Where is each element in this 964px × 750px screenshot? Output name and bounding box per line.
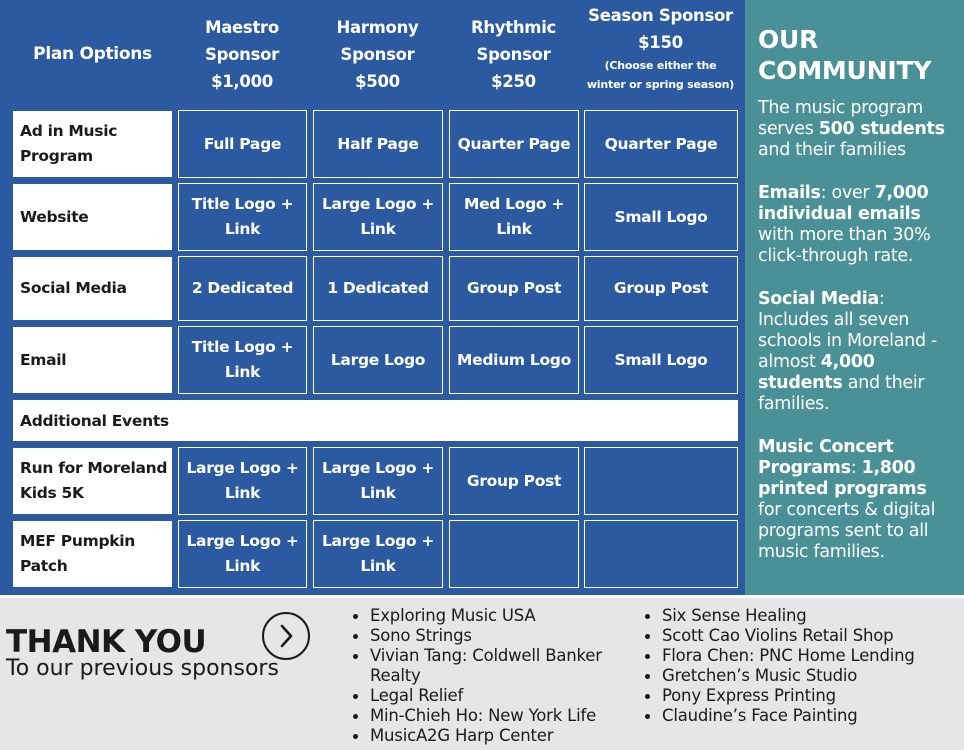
season-note-line1: (Choose either the [604, 59, 717, 72]
list-item: MusicA2G Harp Center [348, 726, 638, 746]
cell-email-season [584, 326, 738, 394]
list-item: Scott Cao Violins Retail Shop [640, 626, 960, 646]
text-bold: Emails [758, 183, 821, 203]
plan-options-header [13, 0, 172, 108]
list-item: Sono Strings [348, 626, 638, 646]
list-item: Claudine’s Face Painting [640, 706, 960, 726]
maestro-name: Maestro [205, 17, 279, 37]
community-emails-text [758, 183, 954, 267]
cell-social-season [584, 256, 738, 321]
row-label-run [13, 448, 172, 514]
cell-ad-season [584, 110, 738, 178]
cell-text: Small Logo [614, 350, 708, 369]
list-item: Vivian Tang: Coldwell Banker Realty [348, 646, 638, 686]
community-students-text [758, 98, 954, 161]
cell-text: 2 Dedicated [191, 279, 294, 297]
cell-text: Link [360, 484, 396, 502]
cell-text: Small Logo [614, 207, 708, 226]
rhythmic-header [449, 0, 578, 108]
harmony-name: Harmony [336, 17, 419, 37]
community-concert-text [758, 437, 954, 563]
cell-text: Link [360, 220, 396, 238]
season-header [584, 0, 737, 102]
cell-text: Link [360, 557, 396, 575]
text-run: and their families. [758, 373, 925, 414]
cell-text: Link [224, 363, 261, 381]
cell-text: Title Logo + [191, 195, 294, 213]
row-label-email [13, 327, 172, 393]
text-bold: Music Concert Programs [758, 437, 894, 478]
community-panel [745, 0, 964, 595]
cell-website-maestro [178, 183, 307, 251]
cell-pumpkin-harmony [313, 520, 443, 588]
row-label-text: Website [20, 207, 89, 226]
row-label-ad-line2: Program [20, 147, 93, 165]
additional-events-label: Additional Events [20, 411, 169, 430]
list-item: Six Sense Healing [640, 606, 960, 626]
cell-text: Title Logo + [191, 338, 294, 356]
cell-text: Group Post [466, 471, 562, 490]
cell-run-season-empty [584, 447, 738, 515]
additional-events-band [13, 400, 738, 441]
community-social-text [758, 289, 954, 415]
text-run: with more than 30% click-through rate. [758, 225, 931, 266]
cell-website-rhythmic [449, 183, 579, 251]
cell-social-rhythmic [449, 256, 579, 321]
thank-you-subtitle: To our previous sponsors [6, 656, 279, 681]
text-bold: 500 students [818, 119, 945, 139]
cell-text: Medium Logo [457, 350, 571, 369]
row-label-pumpkin [13, 521, 172, 587]
text-run: The music program serves [758, 98, 924, 139]
row-label-pumpkin-line1: MEF Pumpkin [20, 532, 135, 550]
cell-text: Large Logo + [321, 459, 435, 477]
cell-run-rhythmic [449, 447, 579, 515]
season-price: $150 [638, 33, 683, 52]
row-label-run-line1: Run for Moreland [20, 459, 168, 477]
cell-ad-maestro [178, 110, 307, 178]
row-label-website [13, 184, 172, 250]
harmony-header [313, 0, 442, 108]
cell-text: Link [224, 557, 261, 575]
cell-email-rhythmic [449, 326, 579, 394]
row-label-text: Social Media [20, 279, 127, 297]
cell-text: Large Logo [330, 350, 426, 369]
text-bold: 4,000 students [758, 352, 875, 393]
list-item: Exploring Music USA [348, 606, 638, 626]
list-item: Gretchen’s Music Studio [640, 666, 960, 686]
text-bold: 1,800 printed programs [758, 458, 927, 499]
cell-text: Group Post [613, 279, 709, 297]
text-run: : [850, 458, 862, 478]
cell-pumpkin-rhythmic-empty [449, 520, 579, 588]
maestro-tier: Sponsor [205, 44, 279, 64]
cell-pumpkin-season-empty [584, 520, 738, 588]
community-title [758, 24, 954, 86]
community-title-line1: OUR [758, 25, 819, 54]
season-name: Season Sponsor [588, 6, 733, 25]
rhythmic-price: $250 [491, 71, 536, 91]
maestro-price: $1,000 [211, 71, 273, 91]
cell-text: Link [224, 484, 261, 502]
cell-text: 1 Dedicated [327, 279, 429, 297]
harmony-price: $500 [355, 71, 400, 91]
cell-text: Large Logo + [186, 459, 299, 477]
sponsor-list-right [640, 606, 960, 726]
row-label-ad [13, 111, 172, 177]
cell-run-harmony [313, 447, 443, 515]
cell-ad-rhythmic [449, 110, 579, 178]
cell-website-season [584, 183, 738, 251]
thank-you-footer [0, 595, 964, 750]
cell-social-maestro [178, 256, 307, 321]
cell-text: Med Logo + [463, 195, 565, 213]
community-title-line2: COMMUNITY [758, 56, 932, 85]
thank-you-heading: THANK YOU [6, 624, 207, 660]
maestro-header [178, 0, 306, 108]
cell-text: Large Logo + [186, 532, 299, 550]
text-bold: Social Media [758, 289, 879, 309]
cell-text: Half Page [337, 134, 419, 153]
harmony-tier: Sponsor [340, 44, 415, 64]
rhythmic-tier: Sponsor [476, 44, 551, 64]
season-note-line2: winter or spring season) [586, 78, 735, 91]
cell-text: Quarter Page [604, 134, 718, 153]
row-label-pumpkin-line2: Patch [20, 557, 68, 575]
row-label-run-line2: Kids 5K [20, 484, 84, 502]
cell-ad-harmony [313, 110, 443, 178]
chevron-right-icon[interactable] [262, 612, 310, 660]
cell-email-maestro [178, 326, 307, 394]
cell-website-harmony [313, 183, 443, 251]
row-label-ad-line1: Ad in Music [20, 122, 118, 140]
cell-text: Large Logo + [321, 532, 435, 550]
text-run: for concerts & digital programs sent to all music families. [758, 500, 936, 562]
cell-text: Link [496, 220, 532, 238]
cell-text: Group Post [466, 279, 562, 297]
list-item: Min-Chieh Ho: New York Life [348, 706, 638, 726]
cell-text: Large Logo + [321, 195, 435, 213]
list-item: Legal Relief [348, 686, 638, 706]
row-label-text: Email [20, 350, 67, 369]
sponsor-list-left [348, 606, 638, 746]
plan-options-label: Plan Options [33, 43, 152, 64]
cell-email-harmony [313, 326, 443, 394]
cell-run-maestro [178, 447, 307, 515]
cell-social-harmony [313, 256, 443, 321]
text-bold: 7,000 individual emails [758, 183, 929, 224]
text-run: and their families [758, 140, 906, 160]
list-item: Flora Chen: PNC Home Lending [640, 646, 960, 666]
cell-pumpkin-maestro [178, 520, 307, 588]
list-item: Pony Express Printing [640, 686, 960, 706]
cell-text: Quarter Page [457, 134, 571, 153]
cell-text: Full Page [203, 134, 282, 153]
rhythmic-name: Rhythmic [470, 17, 557, 37]
cell-text: Link [224, 220, 261, 238]
text-run: : over [820, 183, 875, 203]
text-run: : Includes all seven schools in Moreland - almost [758, 289, 938, 372]
chevron-right-glyph [275, 623, 297, 649]
row-label-social [13, 257, 172, 320]
